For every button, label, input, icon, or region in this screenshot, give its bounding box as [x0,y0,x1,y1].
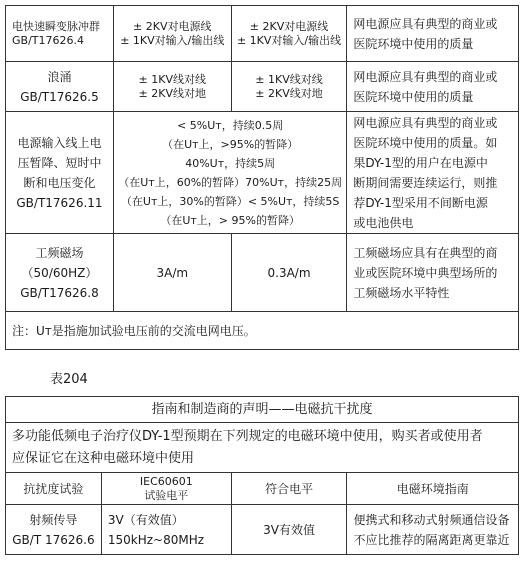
table-row [6,112,519,234]
test-cell: 电快速瞬变脉冲群 GB/T17626.4 [6,6,114,62]
immunity-table [5,5,519,350]
guidance-cell: 工频磁场应具有在典型的商 业或医院环境中典型场所的 工频磁场水平特性 [347,234,519,312]
header-test-level: IEC60601 试验电平 [101,473,231,505]
test-cell: 电源输入线上电 压暂降、短时中 断和电压变化 GB/T17626.11 [6,112,114,234]
table-note: 注：Uт是指施加试验电压前的交流电网电压。 [6,312,519,350]
test-level-cell: 3V（有效值） 150kHz~80MHz [101,505,231,555]
table-row [6,62,519,112]
guidance-cell: 网电源应具有典型的商业或 医院环境中使用的质量 [347,6,519,62]
header-guidance: 电磁环境指南 [347,473,519,505]
intro-text: 多功能低频电子治疗仪DY-1型预期在下列规定的电磁环境中使用，购买者或使用者 应保证它在这种电磁环境中使用 [6,423,519,473]
test-cell: 浪涌 GB/T17626.5 [6,62,114,112]
table-title: 指南和制造商的声明——电磁抗干扰度 [6,397,519,423]
emc-declaration-table [5,396,519,555]
compliance-level-cell: 0.3A/m [231,234,347,312]
test-level-cell: ± 2KV对电源线 ± 1KV对输入/输出线 [113,6,231,62]
intro-row [6,423,519,473]
table-row [6,234,519,312]
table-title-row [6,397,519,423]
header-row [6,473,519,505]
table-row [6,6,519,62]
guidance-cell: 网电源应具有典型的商业或 医院环境中使用的质量 [347,62,519,112]
compliance-level-cell: ± 2KV对电源线 ± 1KV对输入/输出线 [231,6,347,62]
header-test: 抗扰度试验 [6,473,102,505]
guidance-cell: 便携式和移动式射频通信设备 不应比推荐的隔离距离更靠近 [347,505,519,555]
test-cell: 射频传导 GB/T 17626.6 [6,505,102,555]
test-level-cell: ± 1KV线对线 ± 2KV线对地 [113,62,231,112]
table-row [6,312,519,350]
compliance-level-cell: ± 1KV线对线 ± 2KV线对地 [231,62,347,112]
table-label: 表204 [50,372,88,387]
guidance-cell: 网电源应具有典型的商业或 医院环境中使用的质量。如 果DY-1型的用户在电源中 断期间需要连续运行，则推 荐DY-1型采用不间断电源 或电池供电 [347,112,519,234]
test-level-cell: 3A/m [113,234,231,312]
header-compliance: 符合电平 [231,473,347,505]
compliance-cell: 3V有效值 [231,505,347,555]
test-cell: 工频磁场 （50/60HZ） GB/T17626.8 [6,234,114,312]
table-row [6,505,519,555]
merged-level-cell: < 5%Uт，持续0.5周 （在Uт上，>95%的暂降） 40%Uт，持续5周 （在Uт上，60%的暂降）70%Uт，持续25周 （在Uт上，30%的暂降）< 5%Uт，持续5S （在Uт上，> 95%的暂降） [113,112,346,234]
